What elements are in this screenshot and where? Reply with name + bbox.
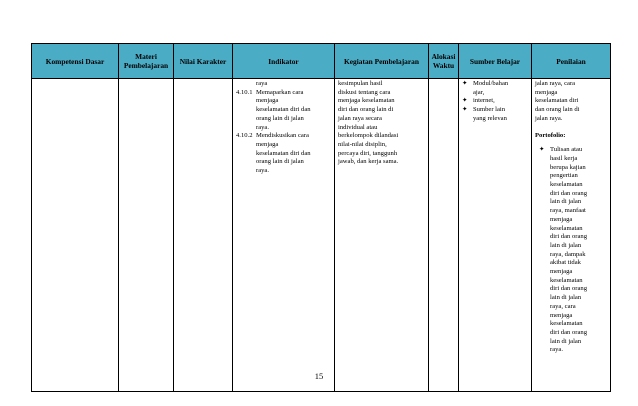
indikator-number: 4.10.2 [236,132,253,140]
list-item [535,198,607,207]
kegiatan-line: individual atau [338,123,378,131]
indikator-item [236,132,331,141]
cell-indikator [233,79,335,392]
bullet-spacer [539,233,550,242]
list-item [535,216,607,225]
indikator-line: Mendiskusikan cara [256,132,309,140]
penilaian-bullet-line: raya, dampak [550,250,586,258]
cell-penilaian [532,79,611,392]
list-item [462,97,528,106]
list-item [535,329,607,338]
kegiatan-line: kesimpulan hasil [338,80,383,87]
list-item [535,268,607,277]
sumber-belajar-line: ajar, [473,88,485,96]
cell-kompetensi-dasar [32,79,119,392]
header-indikator: Indikator [233,44,335,79]
list-item [535,251,607,260]
indikator-line: raya. [256,167,269,175]
kegiatan-line: jalan raya secara [338,114,382,122]
sumber-belajar-line: yang relevan [473,114,507,122]
header-alokasi-waktu: Alokasi Waktu [429,44,459,79]
indikator-line: menjaga [256,97,279,105]
bullet-spacer [539,172,550,181]
bullet-spacer [539,338,550,347]
kegiatan-content [335,79,428,167]
penilaian-bullet-line: lain di jalan [550,198,582,206]
penilaian-bullet-line: hasil kerja [550,154,578,162]
list-item [535,259,607,268]
penilaian-bullet-line: keselamatan [550,276,583,284]
kegiatan-line: diskusi tentang cara [338,88,391,96]
list-item [535,164,607,173]
bullet-spacer [539,277,550,286]
list-item [535,285,607,294]
penilaian-bullet-line: pengertian [550,172,578,180]
indikator-content [233,79,334,176]
star-bullet-icon: ✦ [462,106,468,114]
cell-nilai-karakter [174,79,233,392]
bullet-spacer [539,312,550,321]
list-item [535,320,607,329]
cell-materi-pembelajaran [119,79,174,392]
bullet-spacer [539,190,550,199]
bullet-spacer [539,285,550,294]
indikator-line: keselamatan diri dan [256,106,311,114]
penilaian-bullet-line: akibat tidak [550,259,581,267]
header-kompetensi-dasar: Kompetensi Dasar [32,44,119,79]
star-bullet-icon: ✦ [462,97,468,105]
penilaian-line: jalan raya. [535,114,563,122]
list-item [535,312,607,321]
penilaian-line: menjaga [535,88,558,96]
list-item [535,181,607,190]
penilaian-bullet-line: raya, manfaat [550,207,586,215]
penilaian-bullet-line: menjaga [550,215,573,223]
list-item [535,225,607,234]
list-item [535,338,607,347]
bullet-spacer [539,329,550,338]
bullet-spacer [539,259,550,268]
penilaian-bullet-line: berupa kajian [550,163,586,171]
table-header-row [32,44,611,79]
kegiatan-line: diri dan orang lain di [338,106,394,114]
penilaian-line: jalan raya, cara [535,80,576,87]
bullet-spacer [539,225,550,234]
indikator-number: 4.10.1 [236,88,253,96]
header-nilai-karakter: Nilai Karakter [174,44,233,79]
list-item [462,89,528,98]
penilaian-bullet-line: menjaga [550,311,573,319]
penilaian-bullet-line: diri dan orang [550,233,587,241]
bullet-spacer [539,242,550,251]
penilaian-line: dan orang lain di [535,106,580,114]
list-item [535,303,607,312]
penilaian-bullet-line: raya, cara [550,302,576,310]
indikator-item [236,89,331,98]
indikator-line: raya [256,80,268,87]
bullet-spacer [539,346,550,355]
sumber-belajar-line: internet, [473,97,495,105]
penilaian-content [532,79,610,355]
sumber-belajar-line: Modul/bahan [473,80,509,87]
list-item [535,233,607,242]
penilaian-bullet-line: keselamatan [550,320,583,328]
sumber-belajar-list [459,79,531,124]
list-item [535,242,607,251]
header-kegiatan-pembelajaran: Kegiatan Pembelajaran [335,44,429,79]
bullet-spacer [539,164,550,173]
list-item [535,155,607,164]
bullet-spacer [539,251,550,260]
header-sumber-belajar: Sumber Belajar [459,44,532,79]
page-number: 15 [314,371,324,381]
bullet-spacer [539,198,550,207]
kegiatan-line: berkelompok dilandasi [338,132,399,140]
bullet-spacer [539,181,550,190]
penilaian-bullet-line: diri dan orang [550,189,587,197]
cell-sumber-belajar [459,79,532,392]
penilaian-bullet-line: lain di jalan [550,241,582,249]
list-item [535,294,607,303]
cell-kegiatan-pembelajaran [335,79,429,392]
indikator-line: orang lain di jalan [256,158,304,166]
kegiatan-line: menjaga keselamatan [338,97,395,105]
lesson-plan-table [31,43,611,392]
list-item [535,207,607,216]
bullet-spacer [539,216,550,225]
penilaian-bullet-line: lain di jalan [550,337,582,345]
list-item [535,346,607,355]
list-item [535,190,607,199]
kegiatan-line: nilai-nilai disiplin, [338,140,387,148]
list-item [535,146,607,155]
penilaian-bullet-line: raya. [550,346,563,354]
table-row [32,79,611,392]
indikator-line: keselamatan diri dan [256,149,311,157]
penilaian-bullet-line: lain di jalan [550,294,582,302]
bullet-spacer [539,303,550,312]
kegiatan-line: percaya diri, tanggunh [338,149,398,157]
star-bullet-icon: ✦ [462,80,468,87]
bullet-spacer [539,155,550,164]
indikator-line: orang lain di jalan [256,114,304,122]
penilaian-line: keselamatan diri [535,97,579,105]
indikator-line: raya. [256,123,269,131]
penilaian-bullet-line: keselamatan [550,181,583,189]
bullet-spacer [539,320,550,329]
list-item [535,277,607,286]
header-penilaian: Penilaian [532,44,611,79]
indikator-line: menjaga [256,140,279,148]
penilaian-bullet-line: menjaga [550,268,573,276]
list-item [462,80,528,89]
bullet-spacer [539,268,550,277]
header-materi-pembelajaran: Materi Pembelajaran [119,44,174,79]
penilaian-bullet-line: keselamatan [550,224,583,232]
penilaian-bullet-line: Tulisan atau [550,146,583,154]
list-item [462,106,528,115]
indikator-line: Memaparkan cara [256,88,304,96]
bullet-spacer [539,294,550,303]
bullet-spacer [539,207,550,216]
penilaian-bullet-line: diri dan orang [550,285,587,293]
list-item [535,172,607,181]
kegiatan-line: jawab, dan kerja sama. [338,158,399,166]
penilaian-bullet-line: diri dan orang [550,328,587,336]
portfolio-heading: Portofolio: [535,131,566,139]
cell-alokasi-waktu [429,79,459,392]
star-bullet-icon: ✦ [539,146,545,154]
bullet-spacer [462,115,473,124]
list-item [462,115,528,124]
sumber-belajar-line: Sumber lain [473,106,506,114]
